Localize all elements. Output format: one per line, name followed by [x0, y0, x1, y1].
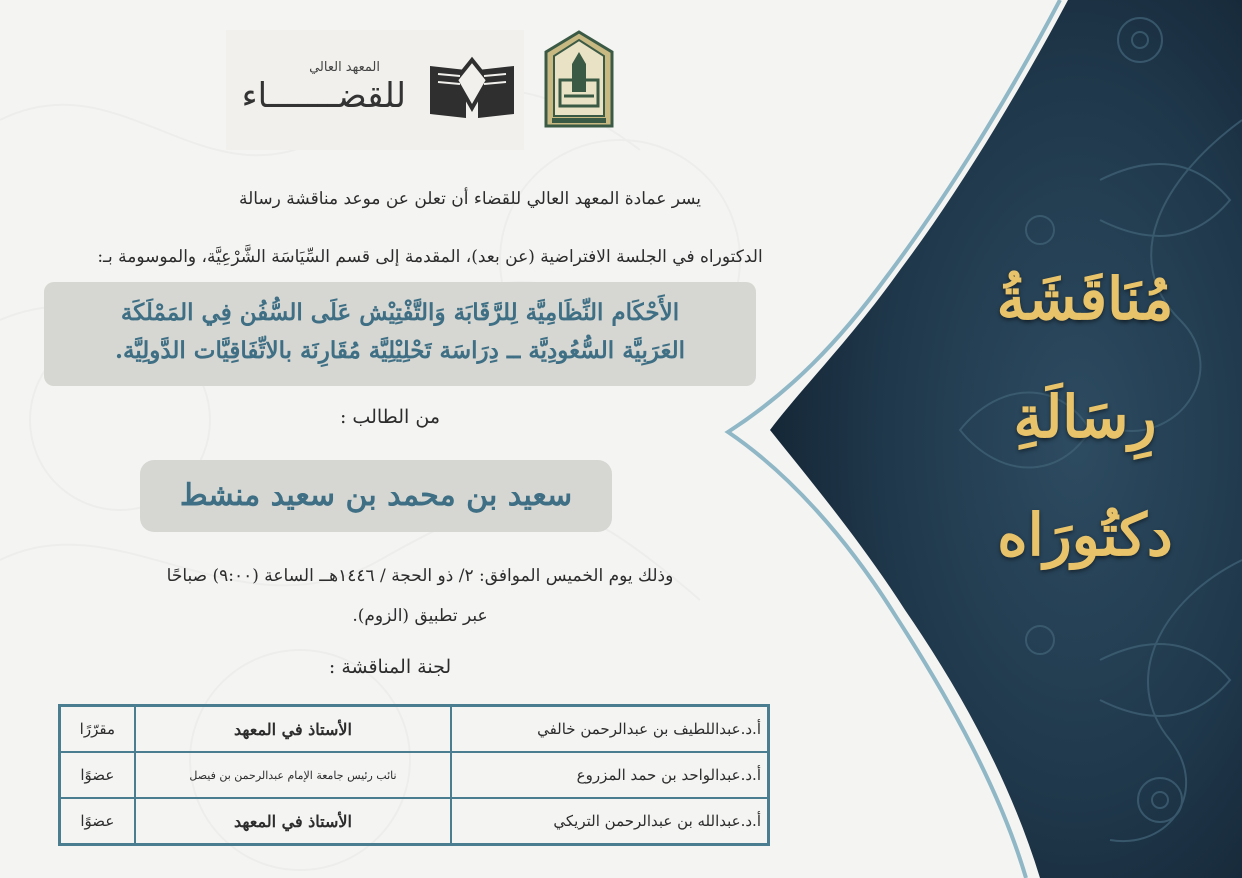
title-panel: [960, 240, 1210, 594]
open-book-icon: [426, 56, 518, 122]
institute-logo-main-text: للقضـــــــاء: [241, 76, 406, 116]
member-position: مقرّرًا: [60, 706, 135, 753]
title-line-2: رِسَالَةِ: [1013, 383, 1157, 451]
institute-logo-small-text: المعهد العالي: [309, 60, 380, 75]
schedule-line-1: وذلك يوم الخميس الموافق: ٢/ ذو الحجة / ١٤٤٦هــ الساعة (٩:٠٠) صباحًا: [166, 566, 674, 586]
thesis-title-line-1: الأَحْكَام النِّظَامِيَّة لِلرَّقَابَة وَالتَّفْتِيْش عَلَى السُّفُن فِي المَمْلَكَة: [120, 299, 680, 326]
title-line-3: دكتُورَاه: [997, 501, 1173, 569]
student-name: سعيد بن محمد بن سعيد منشط: [140, 460, 612, 532]
schedule-line-2: عبر تطبيق (الزوم).: [352, 606, 488, 626]
member-name: أ.د.عبدالواحد بن حمد المزروع: [451, 752, 768, 798]
member-position: عضوًا: [60, 798, 135, 845]
intro-paragraph: [60, 170, 800, 286]
table-row: [60, 798, 769, 845]
committee-table: [58, 704, 770, 846]
thesis-title-line-2: العَرَبِيَّة السُّعُودِيَّة ــ دِرَاسَة تَحْلِيْلِيَّة مُقَارِنَة بالاتِّفَاقِيَّات الدَّولِيَّة.: [114, 337, 686, 364]
member-role: الأستاذ في المعهد: [135, 798, 452, 845]
imam-university-seal-icon: [542, 30, 616, 134]
member-role: الأستاذ في المعهد: [135, 706, 452, 753]
student-label: من الطالب :: [339, 406, 440, 428]
member-name: أ.د.عبدالله بن عبدالرحمن التريكي: [451, 798, 768, 845]
thesis-title-box: [44, 282, 756, 386]
title-line-1: مُنَاقَشَةُ: [996, 265, 1174, 333]
committee-label: لجنة المناقشة :: [328, 656, 452, 678]
member-position: عضوًا: [60, 752, 135, 798]
intro-line-1: يسر عمادة المعهد العالي للقضاء أن تعلن عن موعد مناقشة رسالة: [238, 189, 702, 209]
member-role: نائب رئيس جامعة الإمام عبدالرحمن بن فيصل: [135, 752, 452, 798]
table-row: [60, 706, 769, 753]
schedule-text: [60, 556, 780, 636]
member-name: أ.د.عبداللطيف بن عبدالرحمن خالفي: [451, 706, 768, 753]
table-row: [60, 752, 769, 798]
intro-line-2: الدكتوراه في الجلسة الافتراضية (عن بعد)، المقدمة إلى قسم السِّيَاسَة الشَّرْعِيَّة، والموسومة بـ:: [97, 247, 763, 267]
